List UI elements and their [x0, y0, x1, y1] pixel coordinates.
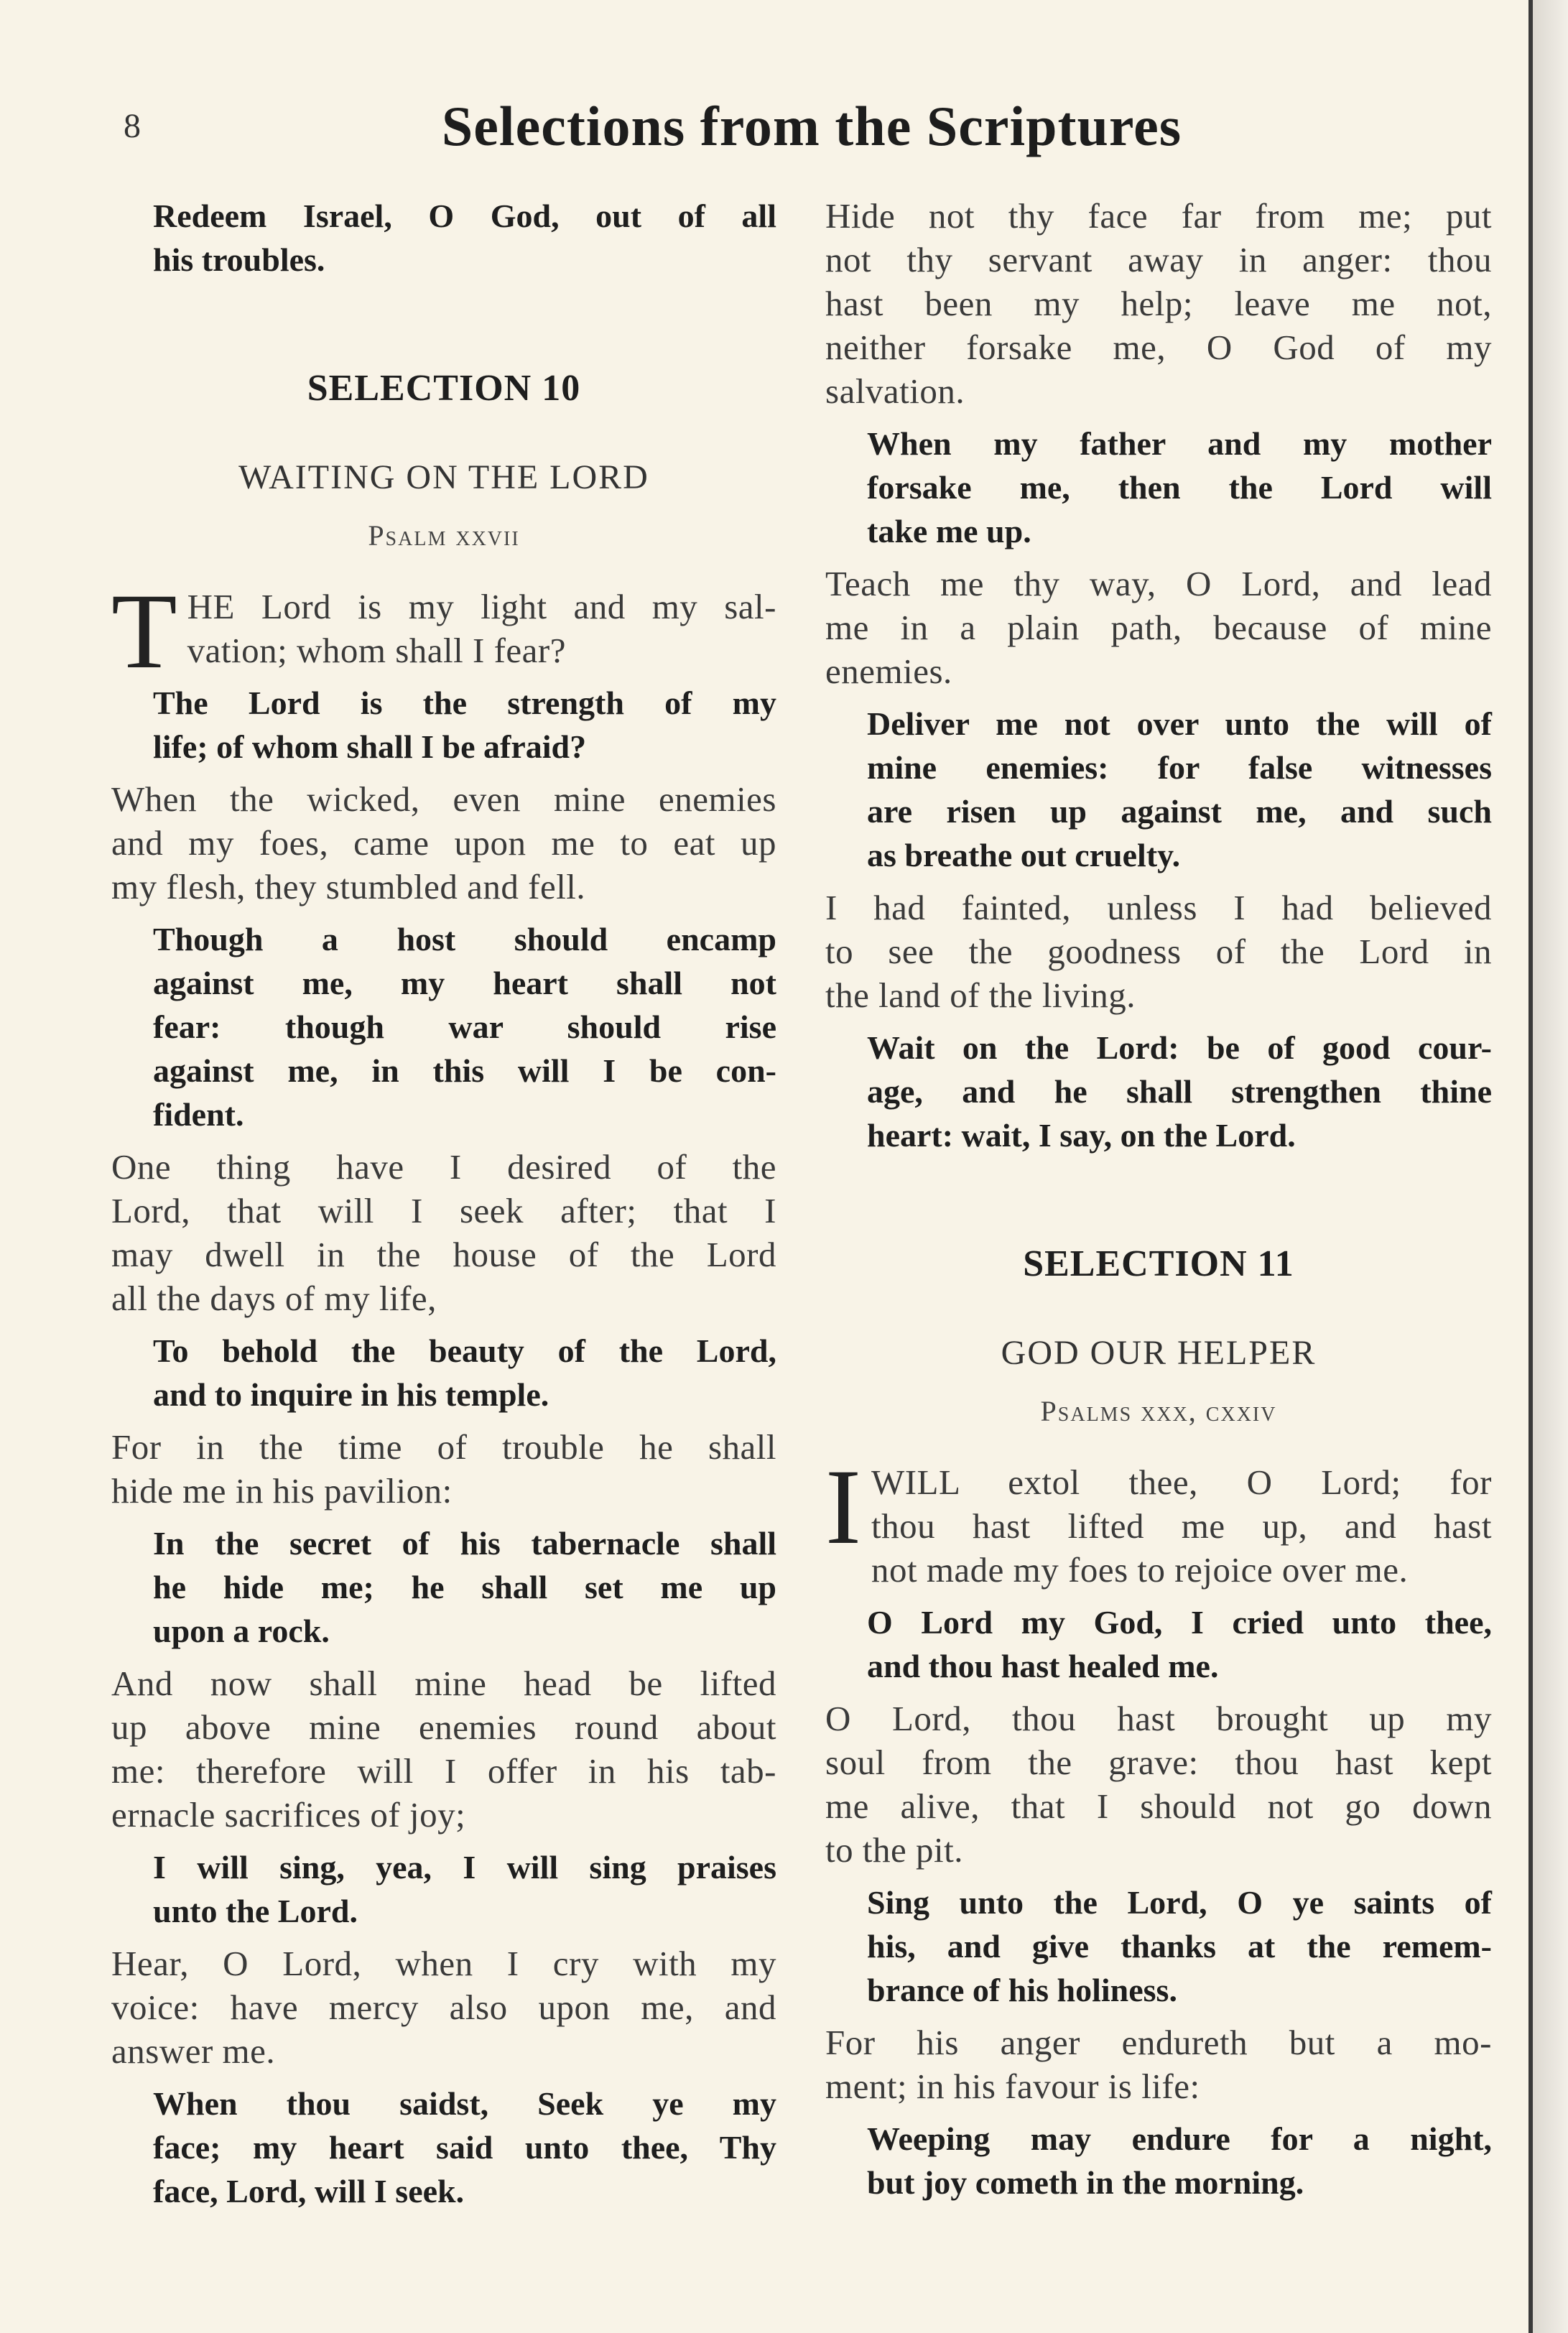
text-line: against me, my heart shall not: [153, 965, 776, 1001]
verse: [825, 2021, 1492, 2108]
text-line: soul from the grave: thou hast kept: [825, 1743, 1492, 1782]
text-line: Teach me thy way, O Lord, and lead: [825, 564, 1492, 603]
text-line: me in a plain path, because of mine: [825, 608, 1492, 647]
text-line: Redeem Israel, O God, out of all: [153, 198, 776, 234]
text-line: When the wicked, even mine enemies: [111, 779, 776, 819]
response-verse: [111, 1845, 776, 1933]
response-verse: [825, 422, 1492, 553]
text-line: Hear, O Lord, when I cry with my: [111, 1944, 776, 1983]
selection-psalm: Psalm xxvii: [368, 519, 520, 552]
text-line: WILL extol thee, O Lord; for: [871, 1462, 1492, 1502]
selection-subtitle: WAITING ON THE LORD: [238, 458, 649, 496]
text-line: upon a rock.: [153, 1613, 330, 1649]
text-line: To behold the beauty of the Lord,: [153, 1332, 776, 1369]
drop-cap-letter: I: [825, 1447, 861, 1567]
response-verse: [825, 702, 1492, 877]
verse: [111, 1145, 776, 1320]
verse: [825, 1697, 1492, 1872]
text-line: his, and give thanks at the remem-: [867, 1928, 1492, 1965]
response-verse: [825, 1880, 1492, 2012]
text-line: face; my heart said unto thee, Thy: [153, 2129, 776, 2166]
text-line: to the pit.: [825, 1830, 963, 1870]
text-line: me alive, that I should not go down: [825, 1786, 1492, 1826]
verse: [111, 1661, 776, 1837]
response-verse: [111, 1329, 776, 1416]
text-line: all the days of my life,: [111, 1279, 437, 1318]
selection-subtitle: GOD OUR HELPER: [1001, 1334, 1317, 1372]
text-line: HE Lord is my light and my sal-: [187, 587, 776, 626]
running-head: Selections from the Scriptures: [441, 95, 1182, 157]
response-verse: [825, 1600, 1492, 1688]
verse: [111, 777, 776, 909]
text-line: ernacle sacrifices of joy;: [111, 1795, 466, 1835]
selection-heading: SELECTION 11: [1023, 1243, 1294, 1284]
verse: [825, 562, 1492, 693]
text-line: O Lord my God, I cried unto thee,: [867, 1604, 1492, 1641]
text-line: forsake me, then the Lord will: [867, 469, 1492, 506]
text-line: but joy cometh in the morning.: [867, 2164, 1304, 2201]
selection-psalm: Psalms xxx, cxxiv: [1040, 1395, 1277, 1427]
response-verse: [111, 194, 776, 282]
text-line: Sing unto the Lord, O ye saints of: [867, 1884, 1492, 1921]
text-line: Though a host should encamp: [153, 921, 776, 957]
text-line: face, Lord, will I seek.: [153, 2173, 465, 2209]
text-line: hast been my help; leave me not,: [825, 284, 1492, 323]
text-line: neither forsake me, O God of my: [825, 328, 1492, 367]
text-line: he hide me; he shall set me up: [153, 1569, 776, 1605]
text-line: fear: though war should rise: [153, 1008, 776, 1045]
text-line: When my father and my mother: [867, 425, 1492, 462]
selection-heading: SELECTION 10: [307, 368, 581, 409]
verse: [111, 1425, 776, 1513]
text-line: his troubles.: [153, 241, 325, 278]
text-line: take me up.: [867, 513, 1031, 549]
text-line: brance of his holiness.: [867, 1972, 1177, 2008]
text-line: I will sing, yea, I will sing praises: [153, 1849, 776, 1886]
text-line: ment; in his favour is life:: [825, 2067, 1200, 2106]
text-line: vation; whom shall I fear?: [187, 631, 566, 670]
text-line: against me, in this will I be con-: [153, 1052, 776, 1089]
right-column: [825, 194, 1492, 2204]
text-line: unto the Lord.: [153, 1893, 358, 1929]
text-line: life; of whom shall I be afraid?: [153, 728, 587, 765]
text-line: and thou hast healed me.: [867, 1648, 1219, 1684]
text-line: voice: have mercy also upon me, and: [111, 1988, 776, 2027]
text-line: up above mine enemies round about: [111, 1707, 776, 1747]
drop-cap-paragraph: [825, 1447, 1492, 1592]
text-line: the land of the living.: [825, 975, 1136, 1015]
text-line: And now shall mine head be lifted: [111, 1664, 776, 1703]
text-line: not thy servant away in anger: thou: [825, 240, 1492, 279]
text-line: may dwell in the house of the Lord: [111, 1235, 776, 1274]
text-line: Lord, that will I seek after; that I: [111, 1191, 776, 1230]
text-line: and to inquire in his temple.: [153, 1376, 549, 1413]
text-line: thou hast lifted me up, and hast: [871, 1506, 1492, 1546]
text-line: The Lord is the strength of my: [153, 685, 776, 721]
text-line: For in the time of trouble he shall: [111, 1427, 776, 1467]
text-line: fident.: [153, 1096, 244, 1133]
text-line: One thing have I desired of the: [111, 1147, 776, 1187]
text-line: O Lord, thou hast brought up my: [825, 1699, 1492, 1738]
text-line: salvation.: [825, 371, 965, 411]
verse: [111, 1942, 776, 2073]
text-line: me: therefore will I offer in his tab-: [111, 1751, 776, 1791]
drop-cap-letter: T: [111, 572, 177, 691]
text-line: are risen up against me, and such: [867, 793, 1492, 830]
response-verse: [111, 917, 776, 1136]
text-line: as breathe out cruelty.: [867, 837, 1181, 873]
response-verse: [825, 1026, 1492, 1157]
verse: [825, 194, 1492, 413]
text-line: In the secret of his tabernacle shall: [153, 1525, 776, 1562]
text-line: my flesh, they stumbled and fell.: [111, 867, 586, 906]
page-number: 8: [124, 107, 141, 145]
text-line: Deliver me not over unto the will of: [867, 705, 1492, 742]
text-line: hide me in his pavilion:: [111, 1471, 453, 1511]
text-line: When thou saidst, Seek ye my: [153, 2085, 776, 2122]
left-column: [111, 194, 776, 2213]
text-line: Hide not thy face far from me; put: [825, 196, 1492, 236]
text-line: I had fainted, unless I had believed: [825, 888, 1492, 927]
text-line: Weeping may endure for a night,: [867, 2120, 1492, 2157]
response-verse: [111, 681, 776, 769]
text-line: heart: wait, I say, on the Lord.: [867, 1117, 1296, 1154]
adjacent-page-edge: [1533, 0, 1568, 2333]
text-line: and my foes, came upon me to eat up: [111, 823, 776, 863]
text-line: answer me.: [111, 2031, 276, 2071]
text-line: not made my foes to rejoice over me.: [871, 1550, 1409, 1590]
text-line: age, and he shall strengthen thine: [867, 1073, 1492, 1110]
text-line: mine enemies: for false witnesses: [867, 749, 1492, 786]
drop-cap-paragraph: [111, 572, 776, 691]
response-verse: [111, 2082, 776, 2213]
response-verse: [825, 2117, 1492, 2204]
text-line: Wait on the Lord: be of good cour-: [867, 1029, 1492, 1066]
text-line: enemies.: [825, 651, 952, 691]
text-line: For his anger endureth but a mo-: [825, 2023, 1492, 2062]
text-line: to see the goodness of the Lord in: [825, 932, 1492, 971]
response-verse: [111, 1521, 776, 1653]
verse: [825, 886, 1492, 1017]
